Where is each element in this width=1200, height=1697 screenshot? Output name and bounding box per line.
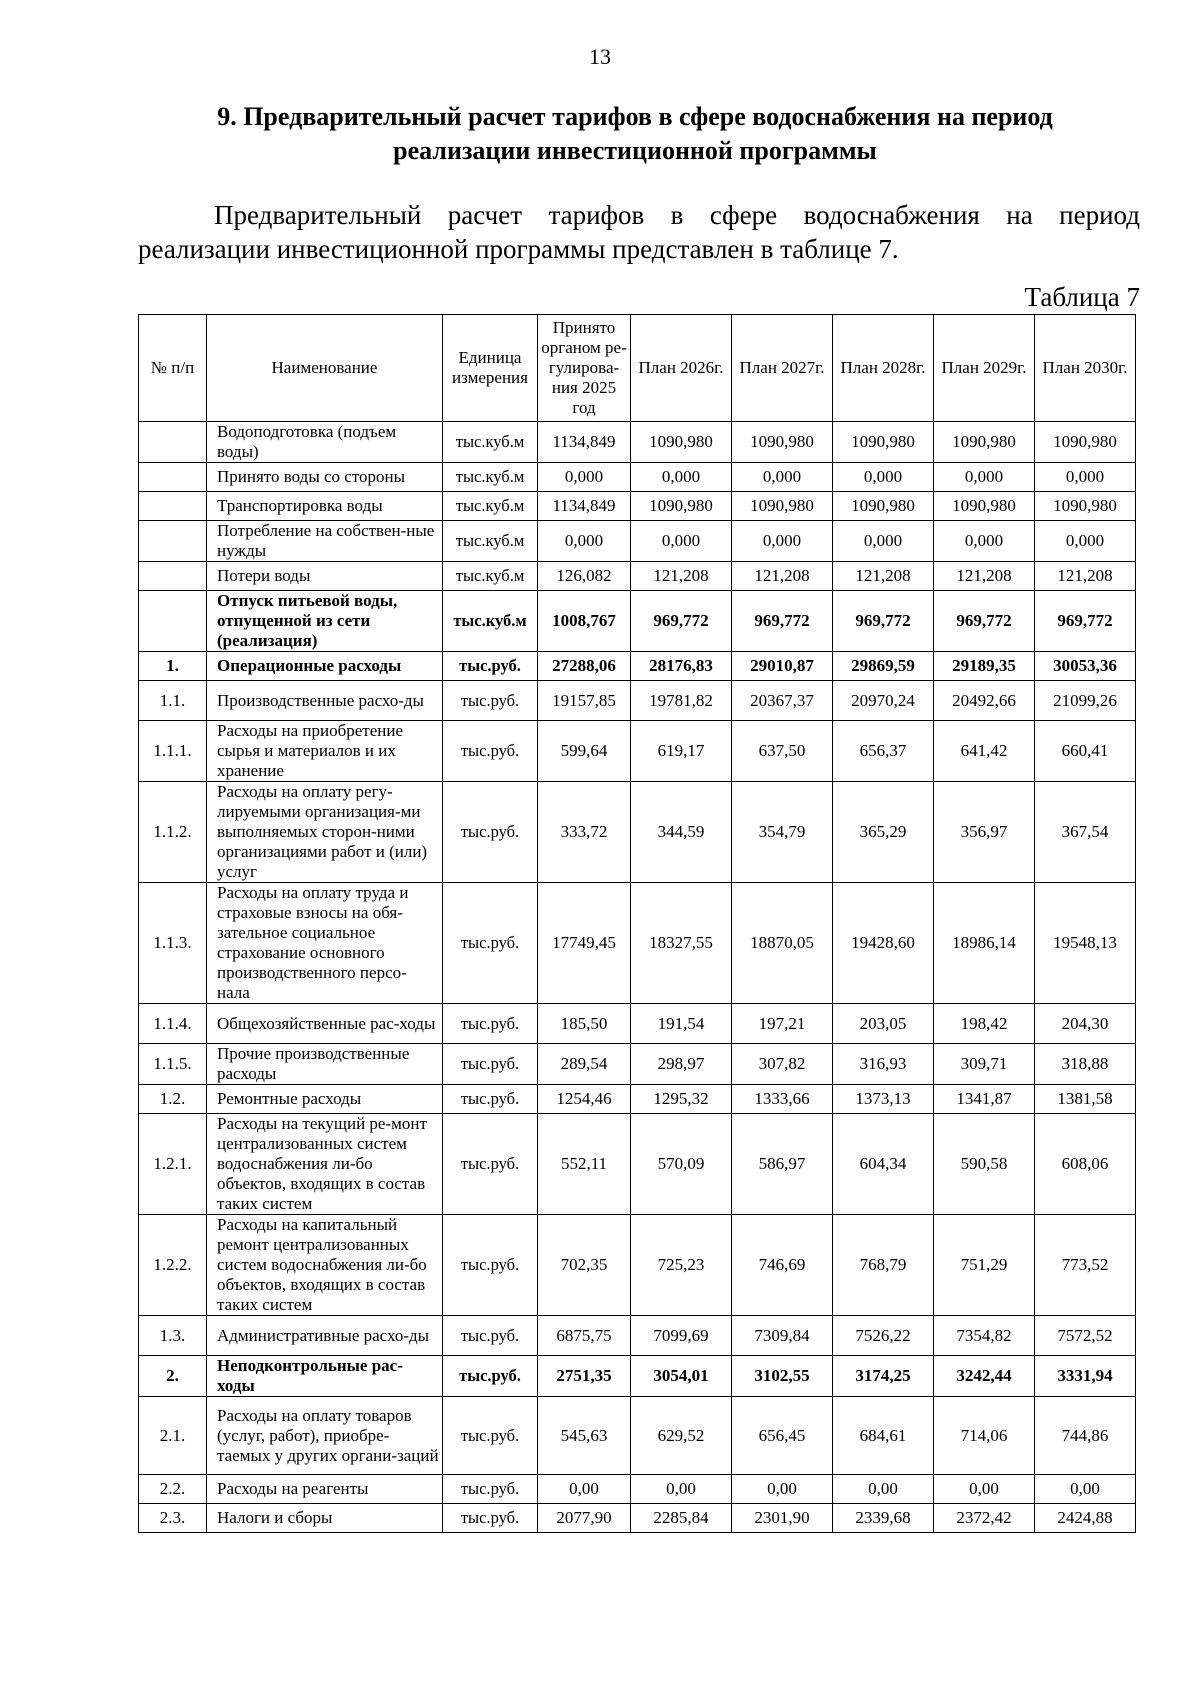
row-value-cell: 20492,66 [934, 681, 1035, 721]
row-number-cell: 2.1. [139, 1397, 207, 1475]
row-value-cell: 725,23 [631, 1215, 732, 1316]
table-row [139, 883, 1136, 1004]
row-value-cell: 1373,13 [833, 1085, 934, 1114]
table-row [139, 1215, 1136, 1316]
row-value-cell: 746,69 [732, 1215, 833, 1316]
row-value-cell: 0,000 [934, 521, 1035, 562]
row-value-cell: 0,000 [538, 463, 631, 492]
row-unit-cell: тыс.руб. [443, 1475, 538, 1504]
row-unit-cell: тыс.руб. [443, 1356, 538, 1397]
row-value-cell: 197,21 [732, 1004, 833, 1044]
row-value-cell: 19548,13 [1035, 883, 1136, 1004]
row-value-cell: 356,97 [934, 782, 1035, 883]
row-unit-cell: тыс.руб. [443, 1114, 538, 1215]
row-value-cell: 1381,58 [1035, 1085, 1136, 1114]
row-value-cell: 18870,05 [732, 883, 833, 1004]
row-value-cell: 7354,82 [934, 1316, 1035, 1356]
table-row [139, 591, 1136, 652]
row-value-cell: 1090,980 [833, 422, 934, 463]
row-value-cell: 27288,06 [538, 652, 631, 681]
row-value-cell: 0,000 [631, 463, 732, 492]
row-number-cell: 2. [139, 1356, 207, 1397]
row-number-cell: 1.1.1. [139, 721, 207, 782]
row-unit-cell: тыс.руб. [443, 1215, 538, 1316]
row-value-cell: 660,41 [1035, 721, 1136, 782]
row-number-cell [139, 521, 207, 562]
row-value-cell: 656,45 [732, 1397, 833, 1475]
row-number-cell: 2.2. [139, 1475, 207, 1504]
table-row [139, 1504, 1136, 1533]
row-value-cell: 2372,42 [934, 1504, 1035, 1533]
row-value-cell: 20367,37 [732, 681, 833, 721]
row-unit-cell: тыс.куб.м [443, 591, 538, 652]
row-unit-cell: тыс.куб.м [443, 422, 538, 463]
row-name-cell: Расходы на капитальный ремонт централизованных систем водоснабжения ли-бо объектов, входящих в состав таких систем [207, 1215, 443, 1316]
row-value-cell: 1090,980 [631, 422, 732, 463]
row-value-cell: 7526,22 [833, 1316, 934, 1356]
row-value-cell: 3242,44 [934, 1356, 1035, 1397]
section-heading-line-2: реализации инвестиционной программы [393, 136, 877, 165]
row-value-cell: 18986,14 [934, 883, 1035, 1004]
row-number-cell [139, 492, 207, 521]
row-unit-cell: тыс.куб.м [443, 463, 538, 492]
row-unit-cell: тыс.куб.м [443, 562, 538, 591]
row-value-cell: 2285,84 [631, 1504, 732, 1533]
row-number-cell [139, 591, 207, 652]
row-value-cell: 0,00 [833, 1475, 934, 1504]
row-unit-cell: тыс.руб. [443, 681, 538, 721]
row-value-cell: 1090,980 [833, 492, 934, 521]
row-value-cell: 19428,60 [833, 883, 934, 1004]
table-row [139, 1114, 1136, 1215]
row-value-cell: 0,00 [1035, 1475, 1136, 1504]
row-value-cell: 19157,85 [538, 681, 631, 721]
row-value-cell: 0,000 [833, 463, 934, 492]
row-value-cell: 29189,35 [934, 652, 1035, 681]
row-name-cell: Расходы на оплату труда и страховые взносы на обя-зательное социальное страхование основного производственного персо-нала [207, 883, 443, 1004]
row-value-cell: 1090,980 [934, 422, 1035, 463]
col-2027-header: План 2027г. [732, 315, 833, 422]
row-value-cell: 969,772 [631, 591, 732, 652]
col-unit-header: Единица измерения [443, 315, 538, 422]
col-2030-header: План 2030г. [1035, 315, 1136, 422]
row-value-cell: 30053,36 [1035, 652, 1136, 681]
row-value-cell: 2301,90 [732, 1504, 833, 1533]
row-unit-cell: тыс.руб. [443, 1085, 538, 1114]
row-value-cell: 2339,68 [833, 1504, 934, 1533]
section-heading [130, 100, 1140, 168]
row-value-cell: 121,208 [732, 562, 833, 591]
table-row [139, 463, 1136, 492]
row-value-cell: 316,93 [833, 1044, 934, 1085]
row-number-cell: 1.1. [139, 681, 207, 721]
col-number-header: № п/п [139, 315, 207, 422]
row-value-cell: 0,000 [732, 521, 833, 562]
table-body [139, 422, 1136, 1533]
row-value-cell: 3174,25 [833, 1356, 934, 1397]
row-unit-cell: тыс.руб. [443, 1044, 538, 1085]
table-row [139, 1475, 1136, 1504]
row-unit-cell: тыс.куб.м [443, 521, 538, 562]
row-number-cell: 1. [139, 652, 207, 681]
table-row [139, 652, 1136, 681]
row-unit-cell: тыс.руб. [443, 1504, 538, 1533]
table-row [139, 1316, 1136, 1356]
row-value-cell: 20970,24 [833, 681, 934, 721]
row-value-cell: 0,000 [934, 463, 1035, 492]
row-name-cell: Неподконтрольные рас-ходы [207, 1356, 443, 1397]
row-value-cell: 1090,980 [1035, 492, 1136, 521]
row-number-cell: 1.2. [139, 1085, 207, 1114]
row-value-cell: 1134,849 [538, 422, 631, 463]
tariff-table [138, 314, 1136, 1533]
row-number-cell [139, 562, 207, 591]
row-name-cell: Расходы на оплату товаров (услуг, работ), приобре-таемых у других органи-заций [207, 1397, 443, 1475]
row-name-cell: Расходы на текущий ре-монт централизованных систем водоснабжения ли-бо объектов, входящих в состав таких систем [207, 1114, 443, 1215]
row-value-cell: 333,72 [538, 782, 631, 883]
row-value-cell: 586,97 [732, 1114, 833, 1215]
page-number: 13 [589, 44, 611, 69]
row-value-cell: 121,208 [833, 562, 934, 591]
row-name-cell: Ремонтные расходы [207, 1085, 443, 1114]
row-value-cell: 298,97 [631, 1044, 732, 1085]
row-value-cell: 0,000 [833, 521, 934, 562]
row-value-cell: 6875,75 [538, 1316, 631, 1356]
table-row [139, 1397, 1136, 1475]
row-value-cell: 1090,980 [1035, 422, 1136, 463]
table-row [139, 721, 1136, 782]
row-value-cell: 121,208 [934, 562, 1035, 591]
table-row [139, 492, 1136, 521]
row-value-cell: 0,00 [732, 1475, 833, 1504]
row-value-cell: 1341,87 [934, 1085, 1035, 1114]
row-unit-cell: тыс.руб. [443, 652, 538, 681]
row-value-cell: 1090,980 [732, 492, 833, 521]
row-value-cell: 21099,26 [1035, 681, 1136, 721]
row-value-cell: 619,17 [631, 721, 732, 782]
row-value-cell: 969,772 [1035, 591, 1136, 652]
table-header-row [139, 315, 1136, 422]
row-value-cell: 773,52 [1035, 1215, 1136, 1316]
row-value-cell: 641,42 [934, 721, 1035, 782]
row-value-cell: 3054,01 [631, 1356, 732, 1397]
row-unit-cell: тыс.руб. [443, 721, 538, 782]
row-number-cell: 1.2.2. [139, 1215, 207, 1316]
row-value-cell: 0,000 [631, 521, 732, 562]
row-value-cell: 344,59 [631, 782, 732, 883]
row-value-cell: 1008,767 [538, 591, 631, 652]
row-unit-cell: тыс.руб. [443, 1397, 538, 1475]
row-value-cell: 599,64 [538, 721, 631, 782]
row-value-cell: 7309,84 [732, 1316, 833, 1356]
row-value-cell: 354,79 [732, 782, 833, 883]
row-name-cell: Операционные расходы [207, 652, 443, 681]
row-unit-cell: тыс.руб. [443, 883, 538, 1004]
row-value-cell: 608,06 [1035, 1114, 1136, 1215]
table-row [139, 1004, 1136, 1044]
row-name-cell: Прочие производственные расходы [207, 1044, 443, 1085]
row-name-cell: Общехозяйственные рас-ходы [207, 1004, 443, 1044]
row-value-cell: 969,772 [833, 591, 934, 652]
row-unit-cell: тыс.руб. [443, 782, 538, 883]
row-value-cell: 0,000 [1035, 521, 1136, 562]
row-value-cell: 604,34 [833, 1114, 934, 1215]
row-value-cell: 367,54 [1035, 782, 1136, 883]
row-value-cell: 1295,32 [631, 1085, 732, 1114]
table-row [139, 1356, 1136, 1397]
table-row [139, 1044, 1136, 1085]
table-caption: Таблица 7 [1024, 282, 1140, 312]
row-name-cell: Расходы на оплату регу-лируемыми организация-ми выполняемых сторон-ними организациями работ и (или) услуг [207, 782, 443, 883]
row-value-cell: 714,06 [934, 1397, 1035, 1475]
row-value-cell: 29010,87 [732, 652, 833, 681]
row-value-cell: 198,42 [934, 1004, 1035, 1044]
table-row [139, 562, 1136, 591]
row-value-cell: 590,58 [934, 1114, 1035, 1215]
row-value-cell: 204,30 [1035, 1004, 1136, 1044]
row-number-cell [139, 422, 207, 463]
row-unit-cell: тыс.руб. [443, 1316, 538, 1356]
intro-paragraph: Предварительный расчет тарифов в сфере водоснабжения на период реализации инвестиционной программы представлен в таблице 7. [138, 200, 1140, 264]
row-value-cell: 0,00 [538, 1475, 631, 1504]
row-value-cell: 1090,980 [732, 422, 833, 463]
row-value-cell: 191,54 [631, 1004, 732, 1044]
row-number-cell: 1.2.1. [139, 1114, 207, 1215]
row-value-cell: 17749,45 [538, 883, 631, 1004]
row-number-cell [139, 463, 207, 492]
row-value-cell: 552,11 [538, 1114, 631, 1215]
row-value-cell: 3102,55 [732, 1356, 833, 1397]
row-value-cell: 545,63 [538, 1397, 631, 1475]
row-value-cell: 1134,849 [538, 492, 631, 521]
row-value-cell: 629,52 [631, 1397, 732, 1475]
row-value-cell: 969,772 [732, 591, 833, 652]
row-name-cell: Расходы на приобретение сырья и материалов и их хранение [207, 721, 443, 782]
row-value-cell: 1254,46 [538, 1085, 631, 1114]
row-number-cell: 1.1.4. [139, 1004, 207, 1044]
row-number-cell: 1.1.2. [139, 782, 207, 883]
row-number-cell: 1.3. [139, 1316, 207, 1356]
row-value-cell: 185,50 [538, 1004, 631, 1044]
row-number-cell: 1.1.5. [139, 1044, 207, 1085]
row-name-cell: Потери воды [207, 562, 443, 591]
row-value-cell: 702,35 [538, 1215, 631, 1316]
row-value-cell: 0,000 [1035, 463, 1136, 492]
row-name-cell: Административные расхо-ды [207, 1316, 443, 1356]
row-number-cell: 1.1.3. [139, 883, 207, 1004]
row-value-cell: 121,208 [631, 562, 732, 591]
row-value-cell: 19781,82 [631, 681, 732, 721]
row-value-cell: 289,54 [538, 1044, 631, 1085]
row-value-cell: 307,82 [732, 1044, 833, 1085]
row-value-cell: 0,000 [732, 463, 833, 492]
row-value-cell: 1090,980 [934, 492, 1035, 521]
row-value-cell: 1090,980 [631, 492, 732, 521]
row-name-cell: Транспортировка воды [207, 492, 443, 521]
row-name-cell: Водоподготовка (подъем воды) [207, 422, 443, 463]
row-number-cell: 2.3. [139, 1504, 207, 1533]
row-value-cell: 570,09 [631, 1114, 732, 1215]
row-value-cell: 2424,88 [1035, 1504, 1136, 1533]
row-value-cell: 3331,94 [1035, 1356, 1136, 1397]
col-2028-header: План 2028г. [833, 315, 934, 422]
row-value-cell: 2077,90 [538, 1504, 631, 1533]
table-row [139, 681, 1136, 721]
section-heading-line-1: 9. Предварительный расчет тарифов в сфере водоснабжения на период [217, 102, 1053, 131]
row-unit-cell: тыс.руб. [443, 1004, 538, 1044]
row-value-cell: 29869,59 [833, 652, 934, 681]
row-value-cell: 18327,55 [631, 883, 732, 1004]
row-value-cell: 203,05 [833, 1004, 934, 1044]
row-value-cell: 365,29 [833, 782, 934, 883]
row-value-cell: 1333,66 [732, 1085, 833, 1114]
row-value-cell: 744,86 [1035, 1397, 1136, 1475]
table-row [139, 1085, 1136, 1114]
row-value-cell: 28176,83 [631, 652, 732, 681]
row-value-cell: 637,50 [732, 721, 833, 782]
table-row [139, 422, 1136, 463]
row-value-cell: 0,00 [631, 1475, 732, 1504]
row-value-cell: 309,71 [934, 1044, 1035, 1085]
row-name-cell: Производственные расхо-ды [207, 681, 443, 721]
col-2025-header: Принято органом ре-гулирова-ния 2025 год [538, 315, 631, 422]
table-row [139, 782, 1136, 883]
col-name-header: Наименование [207, 315, 443, 422]
row-value-cell: 7572,52 [1035, 1316, 1136, 1356]
row-name-cell: Потребление на собствен-ные нужды [207, 521, 443, 562]
row-value-cell: 121,208 [1035, 562, 1136, 591]
row-value-cell: 969,772 [934, 591, 1035, 652]
row-value-cell: 0,00 [934, 1475, 1035, 1504]
row-name-cell: Принято воды со стороны [207, 463, 443, 492]
row-unit-cell: тыс.куб.м [443, 492, 538, 521]
col-2029-header: План 2029г. [934, 315, 1035, 422]
row-name-cell: Отпуск питьевой воды, отпущенной из сети (реализация) [207, 591, 443, 652]
col-2026-header: План 2026г. [631, 315, 732, 422]
row-value-cell: 768,79 [833, 1215, 934, 1316]
table-row [139, 521, 1136, 562]
row-value-cell: 126,082 [538, 562, 631, 591]
row-name-cell: Налоги и сборы [207, 1504, 443, 1533]
row-value-cell: 2751,35 [538, 1356, 631, 1397]
row-value-cell: 684,61 [833, 1397, 934, 1475]
row-name-cell: Расходы на реагенты [207, 1475, 443, 1504]
row-value-cell: 656,37 [833, 721, 934, 782]
row-value-cell: 7099,69 [631, 1316, 732, 1356]
row-value-cell: 318,88 [1035, 1044, 1136, 1085]
row-value-cell: 751,29 [934, 1215, 1035, 1316]
row-value-cell: 0,000 [538, 521, 631, 562]
